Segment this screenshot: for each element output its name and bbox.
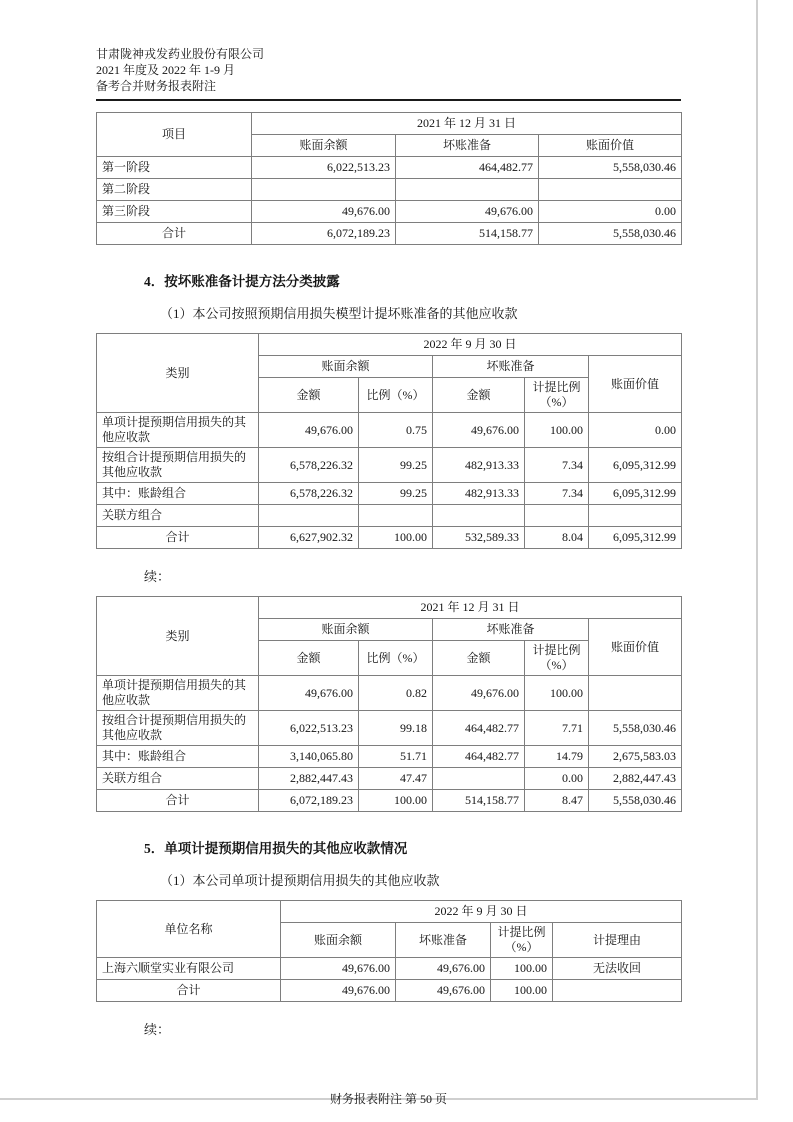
table-row (97, 448, 682, 483)
name-column-header: 单位名称 (97, 901, 281, 958)
continued-label: 续： (144, 1022, 171, 1037)
value-cell: 49,676.00 (281, 958, 396, 980)
provision-table-2021 (96, 596, 682, 812)
value-cell (589, 505, 682, 527)
table-header-row (97, 334, 682, 356)
value-cell: 47.47 (359, 768, 433, 790)
value-cell (589, 676, 682, 711)
value-cell: 51.71 (359, 746, 433, 768)
value-cell: 49,676.00 (281, 980, 396, 1002)
category-column-header: 类别 (97, 334, 259, 413)
value-cell: 482,913.33 (433, 483, 525, 505)
stage-table (96, 112, 682, 245)
value-cell: 532,589.33 (433, 527, 525, 549)
value-cell: 8.47 (525, 790, 589, 812)
section-5-paragraph: （1）本公司单项计提预期信用损失的其他应收款 (160, 873, 440, 888)
provision-group-header: 坏账准备 (433, 619, 589, 641)
value-cell: 49,676.00 (396, 958, 491, 980)
table-row (97, 958, 682, 980)
col-header: 坏账准备 (396, 135, 539, 157)
col-header: 账面价值 (539, 135, 682, 157)
row-label: 其中：账龄组合 (97, 483, 259, 505)
row-label: 第二阶段 (97, 179, 252, 201)
value-cell (252, 179, 396, 201)
value-cell: 464,482.77 (396, 157, 539, 179)
report-title: 备考合并财务报表附注 (96, 79, 217, 93)
value-cell: 464,482.77 (433, 711, 525, 746)
total-row (97, 790, 682, 812)
row-label: 第一阶段 (97, 157, 252, 179)
col-header: 比例（%） (359, 641, 433, 676)
continued-label: 续： (144, 569, 171, 584)
row-label: 合计 (97, 980, 281, 1002)
value-cell (396, 179, 539, 201)
value-cell: 6,095,312.99 (589, 448, 682, 483)
value-cell (539, 179, 682, 201)
section-5-heading: 5．单项计提预期信用损失的其他应收款情况 (144, 841, 408, 856)
category-column-header: 类别 (97, 597, 259, 676)
document-header (96, 46, 681, 101)
value-cell: 99.25 (359, 483, 433, 505)
value-cell: 3,140,065.80 (259, 746, 359, 768)
row-label: 按组合计提预期信用损失的其他应收款 (97, 448, 259, 483)
page-footer: 财务报表附注 第 50 页 (329, 1092, 447, 1106)
col-header: 计提比例（%） (525, 641, 589, 676)
row-label: 关联方组合 (97, 768, 259, 790)
book-value-header: 账面价值 (589, 619, 682, 676)
row-label: 第三阶段 (97, 201, 252, 223)
row-label: 单项计提预期信用损失的其他应收款 (97, 676, 259, 711)
value-cell: 6,578,226.32 (259, 448, 359, 483)
row-label: 合计 (97, 527, 259, 549)
balance-group-header: 账面余额 (259, 356, 433, 378)
value-cell: 5,558,030.46 (539, 157, 682, 179)
col-header: 账面余额 (252, 135, 396, 157)
table-row (97, 768, 682, 790)
value-cell: 0.82 (359, 676, 433, 711)
value-cell: 5,558,030.46 (539, 223, 682, 245)
table-row (97, 483, 682, 505)
value-cell: 5,558,030.46 (589, 711, 682, 746)
value-cell: 100.00 (491, 980, 553, 1002)
value-cell (259, 505, 359, 527)
value-cell: 100.00 (491, 958, 553, 980)
value-cell: 6,022,513.23 (252, 157, 396, 179)
value-cell: 7.34 (525, 483, 589, 505)
table-row (97, 201, 682, 223)
reason-cell (553, 980, 682, 1002)
col-header: 金额 (433, 378, 525, 413)
table-header-row (97, 597, 682, 619)
table-header-row (97, 901, 682, 923)
col-header: 账面余额 (281, 923, 396, 958)
col-header: 比例（%） (359, 378, 433, 413)
table-header-row (97, 113, 682, 135)
value-cell: 2,675,583.03 (589, 746, 682, 768)
row-label: 其中：账龄组合 (97, 746, 259, 768)
value-cell: 100.00 (525, 413, 589, 448)
value-cell (525, 505, 589, 527)
date-header: 2021 年 12 月 31 日 (252, 113, 682, 135)
row-label: 上海六顺堂实业有限公司 (97, 958, 281, 980)
col-header: 坏账准备 (396, 923, 491, 958)
total-row (97, 980, 682, 1002)
col-header: 金额 (433, 641, 525, 676)
value-cell: 0.75 (359, 413, 433, 448)
value-cell: 49,676.00 (252, 201, 396, 223)
table-row (97, 711, 682, 746)
report-period: 2021 年度及 2022 年 1-9 月 (96, 63, 235, 77)
value-cell: 514,158.77 (396, 223, 539, 245)
table-row (97, 505, 682, 527)
total-row (97, 527, 682, 549)
value-cell: 5,558,030.46 (589, 790, 682, 812)
value-cell: 7.71 (525, 711, 589, 746)
value-cell: 7.34 (525, 448, 589, 483)
table-row (97, 413, 682, 448)
row-label: 关联方组合 (97, 505, 259, 527)
value-cell: 6,072,189.23 (259, 790, 359, 812)
company-name: 甘肃陇神戎发药业股份有限公司 (96, 47, 265, 61)
value-cell: 482,913.33 (433, 448, 525, 483)
value-cell: 49,676.00 (433, 676, 525, 711)
table-row (97, 746, 682, 768)
value-cell: 49,676.00 (433, 413, 525, 448)
value-cell: 0.00 (539, 201, 682, 223)
table-row (97, 157, 682, 179)
col-header: 金额 (259, 378, 359, 413)
value-cell: 100.00 (359, 790, 433, 812)
value-cell: 6,095,312.99 (589, 483, 682, 505)
row-label: 按组合计提预期信用损失的其他应收款 (97, 711, 259, 746)
section-4-heading: 4．按坏账准备计提方法分类披露 (144, 274, 340, 289)
value-cell: 6,627,902.32 (259, 527, 359, 549)
col-header: 金额 (259, 641, 359, 676)
date-header: 2022 年 9 月 30 日 (259, 334, 682, 356)
col-header: 计提比例（%） (491, 923, 553, 958)
value-cell: 6,022,513.23 (259, 711, 359, 746)
reason-cell: 无法收回 (553, 958, 682, 980)
value-cell: 514,158.77 (433, 790, 525, 812)
value-cell: 2,882,447.43 (259, 768, 359, 790)
section-4-paragraph: （1）本公司按照预期信用损失模型计提坏账准备的其他应收款 (160, 306, 518, 321)
total-row (97, 223, 682, 245)
row-label: 合计 (97, 790, 259, 812)
value-cell (359, 505, 433, 527)
value-cell: 99.18 (359, 711, 433, 746)
item-column-header: 项目 (97, 113, 252, 157)
value-cell: 8.04 (525, 527, 589, 549)
value-cell (433, 768, 525, 790)
col-header: 计提比例（%） (525, 378, 589, 413)
value-cell: 49,676.00 (396, 201, 539, 223)
value-cell: 6,072,189.23 (252, 223, 396, 245)
value-cell: 100.00 (359, 527, 433, 549)
value-cell: 6,095,312.99 (589, 527, 682, 549)
table-row (97, 676, 682, 711)
value-cell: 6,578,226.32 (259, 483, 359, 505)
value-cell: 99.25 (359, 448, 433, 483)
col-header: 计提理由 (553, 923, 682, 958)
value-cell: 49,676.00 (259, 413, 359, 448)
balance-group-header: 账面余额 (259, 619, 433, 641)
value-cell: 464,482.77 (433, 746, 525, 768)
row-label: 合计 (97, 223, 252, 245)
date-header: 2022 年 9 月 30 日 (281, 901, 682, 923)
individual-provision-table (96, 900, 682, 1002)
provision-table-2022 (96, 333, 682, 549)
value-cell: 49,676.00 (259, 676, 359, 711)
value-cell: 14.79 (525, 746, 589, 768)
value-cell: 2,882,447.43 (589, 768, 682, 790)
value-cell: 100.00 (525, 676, 589, 711)
table-row (97, 179, 682, 201)
book-value-header: 账面价值 (589, 356, 682, 413)
provision-group-header: 坏账准备 (433, 356, 589, 378)
row-label: 单项计提预期信用损失的其他应收款 (97, 413, 259, 448)
value-cell: 49,676.00 (396, 980, 491, 1002)
value-cell (433, 505, 525, 527)
value-cell: 0.00 (589, 413, 682, 448)
date-header: 2021 年 12 月 31 日 (259, 597, 682, 619)
value-cell: 0.00 (525, 768, 589, 790)
